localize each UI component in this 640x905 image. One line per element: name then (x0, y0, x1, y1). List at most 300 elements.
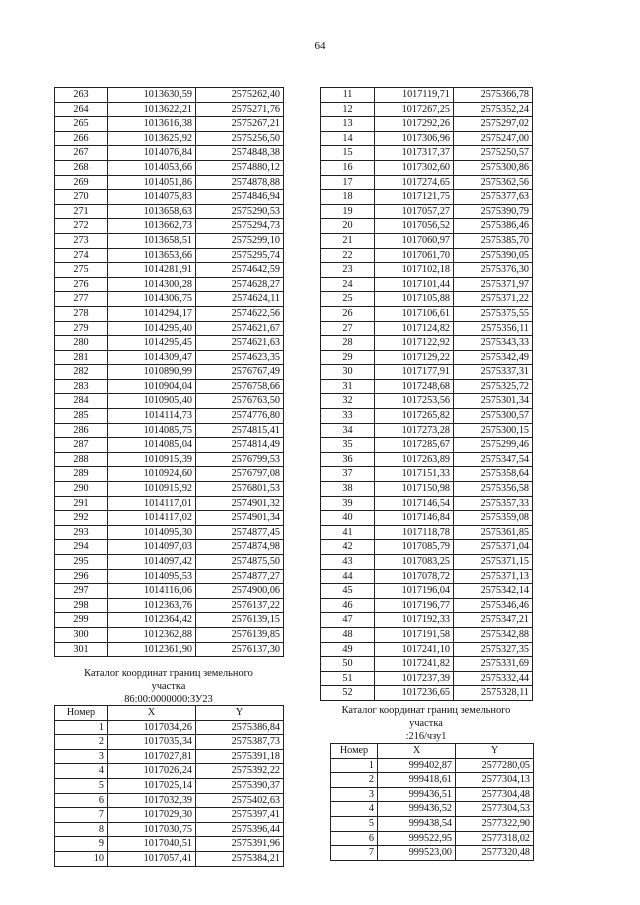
point-number: 301 (55, 642, 108, 657)
point-number: 271 (55, 204, 108, 219)
coord-y: 2576763,50 (196, 394, 284, 409)
point-number: 21 (321, 233, 375, 248)
table-row (321, 175, 533, 190)
point-number: 18 (321, 190, 375, 205)
coord-x: 1017106,61 (375, 306, 454, 321)
table-row (55, 88, 284, 103)
point-number: 282 (55, 365, 108, 380)
coord-x: 1017317,37 (375, 146, 454, 161)
point-number: 277 (55, 292, 108, 307)
table-header-row (331, 744, 534, 759)
coord-y: 2575397,41 (196, 808, 284, 823)
point-number: 273 (55, 233, 108, 248)
coord-x: 1014295,45 (108, 336, 196, 351)
coord-x: 1017119,71 (375, 88, 454, 103)
coord-x: 1014085,04 (108, 438, 196, 453)
coord-y: 2574874,98 (196, 540, 284, 555)
coord-y: 2575371,04 (454, 540, 533, 555)
coord-x: 1017237,39 (375, 671, 454, 686)
coordinate-table-right-bottom (330, 743, 534, 861)
table-row (321, 598, 533, 613)
coord-y: 2575361,85 (454, 525, 533, 540)
table-row (321, 496, 533, 511)
coord-x: 1014294,17 (108, 306, 196, 321)
coord-y: 2576139,15 (196, 613, 284, 628)
coord-x: 999418,61 (378, 773, 456, 788)
coord-x: 1017241,82 (375, 657, 454, 672)
table-row (55, 808, 284, 823)
table-row (55, 117, 284, 132)
coord-y: 2575301,34 (454, 394, 533, 409)
coord-x: 1014051,86 (108, 175, 196, 190)
coord-x: 999522,95 (378, 831, 456, 846)
page-number: 64 (314, 40, 326, 52)
coord-x: 1017292,26 (375, 117, 454, 132)
point-number: 43 (321, 555, 375, 570)
point-number: 283 (55, 379, 108, 394)
coord-x: 1017285,67 (375, 438, 454, 453)
point-number: 40 (321, 511, 375, 526)
coord-y: 2575356,11 (454, 321, 533, 336)
coord-x: 1017191,58 (375, 627, 454, 642)
table-row (55, 511, 284, 526)
coord-y: 2574642,59 (196, 263, 284, 278)
caption-line: участка (409, 718, 443, 729)
table-row (331, 773, 534, 788)
coord-x: 1013658,51 (108, 233, 196, 248)
coord-x: 999402,87 (378, 758, 456, 773)
table-row (55, 627, 284, 642)
point-number: 19 (321, 204, 375, 219)
coord-x: 1017196,77 (375, 598, 454, 613)
point-number: 16 (321, 160, 375, 175)
coord-y: 2575299,10 (196, 233, 284, 248)
point-number: 291 (55, 496, 108, 511)
point-number: 2 (331, 773, 378, 788)
point-number: 286 (55, 423, 108, 438)
table-row (55, 720, 284, 735)
point-number: 17 (321, 175, 375, 190)
coord-x: 1014306,75 (108, 292, 196, 307)
point-number: 294 (55, 540, 108, 555)
point-number: 7 (331, 846, 378, 861)
table-row (321, 467, 533, 482)
table-row (321, 584, 533, 599)
coord-y: 2575332,44 (454, 671, 533, 686)
point-number: 41 (321, 525, 375, 540)
coord-y: 2575294,73 (196, 219, 284, 234)
table-row (55, 793, 284, 808)
coord-y: 2575343,33 (454, 336, 533, 351)
coord-y: 2575347,21 (454, 613, 533, 628)
point-number: 4 (331, 802, 378, 817)
catalog-caption-left (54, 667, 283, 706)
table-row (55, 584, 284, 599)
coord-y: 2575297,02 (454, 117, 533, 132)
coord-y: 2575390,79 (454, 204, 533, 219)
coord-y: 2575386,84 (196, 720, 284, 735)
coord-x: 1017146,54 (375, 496, 454, 511)
caption-line: Каталог координат границ земельного (84, 668, 253, 679)
column-header-x: X (108, 706, 196, 721)
point-number: 269 (55, 175, 108, 190)
table-row (55, 292, 284, 307)
table-row (55, 394, 284, 409)
point-number: 6 (55, 793, 108, 808)
point-number: 4 (55, 764, 108, 779)
coord-y: 2574878,88 (196, 175, 284, 190)
table-row (55, 233, 284, 248)
table-row (321, 423, 533, 438)
point-number: 280 (55, 336, 108, 351)
table-row (55, 175, 284, 190)
table-row (321, 555, 533, 570)
point-number: 279 (55, 321, 108, 336)
coord-x: 999438,54 (378, 816, 456, 831)
coord-y: 2575347,54 (454, 452, 533, 467)
coord-x: 1013622,21 (108, 102, 196, 117)
point-number: 287 (55, 438, 108, 453)
coord-x: 1013616,38 (108, 117, 196, 132)
table-row (321, 379, 533, 394)
table-row (55, 190, 284, 205)
table-row (321, 540, 533, 555)
coord-y: 2576137,22 (196, 598, 284, 613)
point-number: 299 (55, 613, 108, 628)
coord-x: 1017253,56 (375, 394, 454, 409)
point-number: 3 (55, 749, 108, 764)
table-row (321, 204, 533, 219)
table-row (55, 735, 284, 750)
table-row (321, 438, 533, 453)
point-number: 3 (331, 787, 378, 802)
coord-y: 2575358,64 (454, 467, 533, 482)
coord-y: 2574875,50 (196, 555, 284, 570)
coord-y: 2575250,57 (454, 146, 533, 161)
point-number: 266 (55, 131, 108, 146)
coord-x: 1014097,42 (108, 555, 196, 570)
table-row (55, 837, 284, 852)
point-number: 289 (55, 467, 108, 482)
table-row (55, 350, 284, 365)
coord-x: 1017118,78 (375, 525, 454, 540)
table-row (321, 102, 533, 117)
point-number: 272 (55, 219, 108, 234)
coord-x: 1014114,73 (108, 409, 196, 424)
coord-y: 2574901,32 (196, 496, 284, 511)
coord-y: 2574877,45 (196, 525, 284, 540)
coord-x: 1017196,04 (375, 584, 454, 599)
table-row (55, 822, 284, 837)
coord-y: 2574900,06 (196, 584, 284, 599)
column-header-number: Номер (55, 706, 108, 721)
parcel-id: 86:00:0000000:ЗУ23 (124, 694, 213, 705)
column-header-y: Y (456, 744, 534, 759)
table-row (55, 778, 284, 793)
coord-x: 1017034,26 (108, 720, 196, 735)
coord-y: 2575359,08 (454, 511, 533, 526)
coord-x: 1013658,63 (108, 204, 196, 219)
table-row (321, 131, 533, 146)
point-number: 51 (321, 671, 375, 686)
point-number: 28 (321, 336, 375, 351)
point-number: 7 (55, 808, 108, 823)
point-number: 11 (321, 88, 375, 103)
point-number: 23 (321, 263, 375, 278)
table-row (55, 764, 284, 779)
coord-y: 2575331,69 (454, 657, 533, 672)
table-row (321, 394, 533, 409)
point-number: 9 (55, 837, 108, 852)
point-number: 292 (55, 511, 108, 526)
coord-x: 1012362,88 (108, 627, 196, 642)
table-row (55, 525, 284, 540)
point-number: 8 (55, 822, 108, 837)
coord-y: 2574628,27 (196, 277, 284, 292)
column-header-y: Y (196, 706, 284, 721)
coord-y: 2574814,49 (196, 438, 284, 453)
coord-y: 2575262,40 (196, 88, 284, 103)
coord-x: 1014095,53 (108, 569, 196, 584)
coord-y: 2574621,67 (196, 321, 284, 336)
point-number: 46 (321, 598, 375, 613)
table-row (55, 146, 284, 161)
coord-y: 2575271,76 (196, 102, 284, 117)
coord-x: 1014076,84 (108, 146, 196, 161)
point-number: 267 (55, 146, 108, 161)
coord-y: 2575295,74 (196, 248, 284, 263)
coord-x: 1010904,04 (108, 379, 196, 394)
coord-x: 1014117,01 (108, 496, 196, 511)
coord-x: 999523,00 (378, 846, 456, 861)
point-number: 30 (321, 365, 375, 380)
point-number: 31 (321, 379, 375, 394)
coord-x: 1012363,76 (108, 598, 196, 613)
point-number: 37 (321, 467, 375, 482)
table-row (321, 88, 533, 103)
table-row (321, 671, 533, 686)
table-row (321, 569, 533, 584)
coord-y: 2575328,11 (454, 686, 533, 701)
table-row (55, 160, 284, 175)
coord-x: 999436,51 (378, 787, 456, 802)
coord-x: 1017248,68 (375, 379, 454, 394)
coord-x: 1017085,79 (375, 540, 454, 555)
coord-x: 1017306,96 (375, 131, 454, 146)
coord-y: 2575386,46 (454, 219, 533, 234)
coord-x: 1010924,60 (108, 467, 196, 482)
coord-y: 2575342,14 (454, 584, 533, 599)
coord-y: 2574877,27 (196, 569, 284, 584)
point-number: 285 (55, 409, 108, 424)
coord-x: 1017057,41 (108, 851, 196, 866)
coord-x: 1014097,03 (108, 540, 196, 555)
coord-x: 1017040,51 (108, 837, 196, 852)
coord-x: 1017035,34 (108, 735, 196, 750)
table-row (55, 263, 284, 278)
coord-x: 1017056,52 (375, 219, 454, 234)
point-number: 297 (55, 584, 108, 599)
coord-x: 1013653,66 (108, 248, 196, 263)
table-row (321, 233, 533, 248)
coord-y: 2575376,30 (454, 263, 533, 278)
coord-y: 2575396,44 (196, 822, 284, 837)
coord-x: 1017105,88 (375, 292, 454, 307)
coord-y: 2577304,48 (456, 787, 534, 802)
point-number: 13 (321, 117, 375, 132)
coord-y: 2575371,22 (454, 292, 533, 307)
point-number: 265 (55, 117, 108, 132)
table-row (55, 496, 284, 511)
coord-x: 1013625,92 (108, 131, 196, 146)
coord-y: 2577322,90 (456, 816, 534, 831)
coord-x: 1014075,83 (108, 190, 196, 205)
table-row (321, 452, 533, 467)
point-number: 10 (55, 851, 108, 866)
coord-x: 1017026,24 (108, 764, 196, 779)
coord-x: 1017241,10 (375, 642, 454, 657)
coord-y: 2575356,58 (454, 482, 533, 497)
point-number: 1 (331, 758, 378, 773)
point-number: 300 (55, 627, 108, 642)
coord-x: 1012361,90 (108, 642, 196, 657)
point-number: 20 (321, 219, 375, 234)
coord-y: 2575300,86 (454, 160, 533, 175)
table-row (55, 851, 284, 866)
coord-x: 1014309,47 (108, 350, 196, 365)
coordinate-table-left-top (54, 87, 284, 657)
point-number: 281 (55, 350, 108, 365)
coord-y: 2574846,94 (196, 190, 284, 205)
table-row (55, 482, 284, 497)
coord-y: 2575371,15 (454, 555, 533, 570)
table-row (55, 642, 284, 657)
coord-y: 2575300,57 (454, 409, 533, 424)
point-number: 270 (55, 190, 108, 205)
coord-x: 1017236,65 (375, 686, 454, 701)
point-number: 52 (321, 686, 375, 701)
coord-y: 2577318,02 (456, 831, 534, 846)
table-row (321, 409, 533, 424)
table-row (55, 613, 284, 628)
coordinate-table-right-top (320, 87, 533, 701)
coord-x: 1017267,25 (375, 102, 454, 117)
table-row (321, 511, 533, 526)
coord-x: 1010915,39 (108, 452, 196, 467)
coord-x: 1017122,92 (375, 336, 454, 351)
coord-y: 2576758,66 (196, 379, 284, 394)
point-number: 49 (321, 642, 375, 657)
coord-y: 2576799,53 (196, 452, 284, 467)
coord-x: 1017151,33 (375, 467, 454, 482)
table-row (55, 598, 284, 613)
coord-y: 2575357,33 (454, 496, 533, 511)
caption-line: Каталог координат границ земельного (341, 705, 511, 716)
point-number: 29 (321, 350, 375, 365)
table-row (55, 365, 284, 380)
table-row (55, 204, 284, 219)
table-row (321, 117, 533, 132)
coord-x: 1014295,40 (108, 321, 196, 336)
table-row (55, 438, 284, 453)
coord-y: 2575384,21 (196, 851, 284, 866)
point-number: 290 (55, 482, 108, 497)
table-row (55, 409, 284, 424)
coord-y: 2575325,72 (454, 379, 533, 394)
coord-y: 2574776,80 (196, 409, 284, 424)
coord-x: 1010905,40 (108, 394, 196, 409)
table-row (321, 627, 533, 642)
point-number: 15 (321, 146, 375, 161)
point-number: 33 (321, 409, 375, 424)
coord-x: 1017263,89 (375, 452, 454, 467)
point-number: 276 (55, 277, 108, 292)
table-row (55, 102, 284, 117)
coord-x: 1017083,25 (375, 555, 454, 570)
coord-y: 2574880,12 (196, 160, 284, 175)
coord-y: 2575390,05 (454, 248, 533, 263)
parcel-id: :216/чзу1 (405, 731, 447, 742)
coord-y: 2575337,31 (454, 365, 533, 380)
table-row (55, 248, 284, 263)
coord-y: 2575392,22 (196, 764, 284, 779)
coord-x: 1017274,65 (375, 175, 454, 190)
coord-x: 1017027,81 (108, 749, 196, 764)
table-row (55, 555, 284, 570)
coord-y: 2574623,35 (196, 350, 284, 365)
coord-y: 2575290,53 (196, 204, 284, 219)
coord-x: 1014281,91 (108, 263, 196, 278)
table-row (321, 657, 533, 672)
table-row (55, 569, 284, 584)
table-row (331, 846, 534, 861)
point-number: 42 (321, 540, 375, 555)
table-row (321, 160, 533, 175)
coord-x: 1017192,33 (375, 613, 454, 628)
point-number: 35 (321, 438, 375, 453)
point-number: 296 (55, 569, 108, 584)
point-number: 2 (55, 735, 108, 750)
table-row (321, 277, 533, 292)
coord-y: 2575387,73 (196, 735, 284, 750)
coord-y: 2576139,85 (196, 627, 284, 642)
point-number: 268 (55, 160, 108, 175)
point-number: 44 (321, 569, 375, 584)
coord-y: 2575402,63 (196, 793, 284, 808)
coord-x: 999436,52 (378, 802, 456, 817)
coord-y: 2575300,15 (454, 423, 533, 438)
coord-x: 1014085,75 (108, 423, 196, 438)
coord-x: 1017057,27 (375, 204, 454, 219)
table-row (55, 321, 284, 336)
coord-y: 2575377,63 (454, 190, 533, 205)
catalog-caption-right (320, 704, 532, 743)
table-row (321, 350, 533, 365)
coord-x: 1010915,92 (108, 482, 196, 497)
table-row (55, 379, 284, 394)
coord-y: 2577320,48 (456, 846, 534, 861)
coord-x: 1013630,59 (108, 88, 196, 103)
table-row (55, 467, 284, 482)
coord-y: 2575366,78 (454, 88, 533, 103)
table-row (331, 758, 534, 773)
coord-x: 1017030,75 (108, 822, 196, 837)
point-number: 14 (321, 131, 375, 146)
coord-y: 2574848,38 (196, 146, 284, 161)
point-number: 5 (331, 816, 378, 831)
coord-x: 1017032,39 (108, 793, 196, 808)
coord-y: 2575327,35 (454, 642, 533, 657)
